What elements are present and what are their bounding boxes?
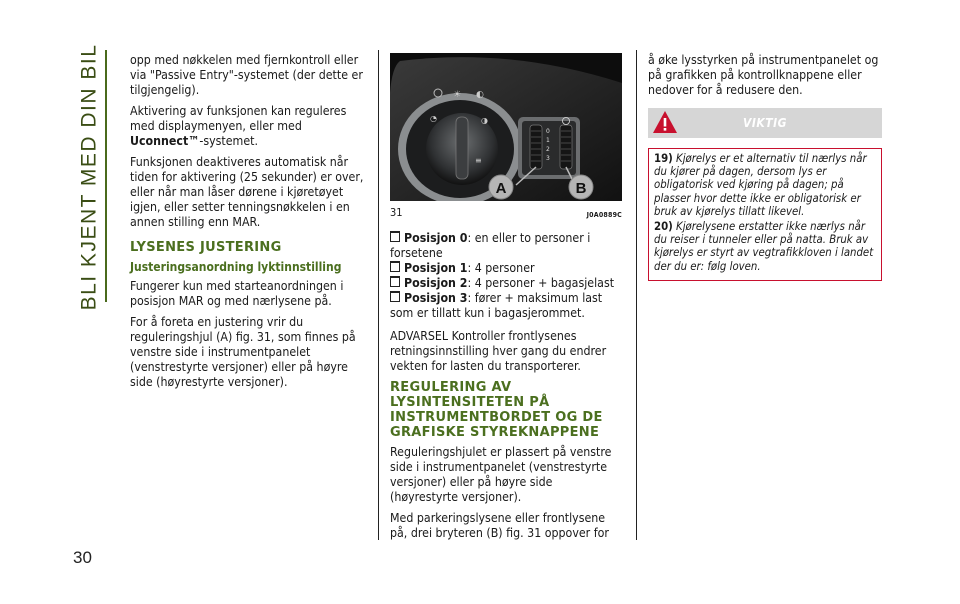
- book-icon: [390, 261, 400, 272]
- note-box: [648, 148, 882, 281]
- column-divider-2: [636, 50, 637, 540]
- chapter-title: [74, 43, 104, 311]
- list-item: [390, 231, 622, 261]
- paragraph: ADVARSEL Kontroller frontlysenes retningsinnstilling hver gang du endrer vekten for lasten du transporterer.: [390, 329, 607, 373]
- figure-code: J0A0889C: [586, 211, 622, 219]
- position-label: Posisjon 2: [404, 276, 468, 290]
- note-text: Kjørelysene erstatter ikke nærlys når du reiser i tunneler eller på natta. Bruk av kjørelys er styrt av vegtrafikkloven i landet der du er: følg loven.: [654, 220, 874, 273]
- note-number: 19): [654, 152, 673, 165]
- paragraph: Reguleringshjulet er plassert på venstre side i instrumentpanelet (venstrestyrte versjoner) eller på høyre side (høyrestyrte versjoner).: [390, 445, 612, 504]
- svg-text:◐: ◐: [476, 90, 484, 100]
- paragraph: å øke lysstyrken på instrumentpanelet og på grafikken på kontrollknappene eller nedover for å redusere den.: [648, 53, 879, 97]
- section-heading: REGULERING AV LYSINTENSITETEN PÅ INSTRUMENTBORDET OG DE GRAFISKE STYREKNAPPENE: [390, 380, 603, 440]
- note-number: 20): [654, 220, 673, 234]
- figure-number: 31: [390, 206, 403, 219]
- column-2: [390, 53, 622, 547]
- paragraph: opp med nøkkelen med fjernkontroll eller via "Passive Entry"-systemet (der dette er tilgjengelig).: [130, 53, 363, 97]
- paragraph: Fungerer kun med starteanordningen i posisjon MAR og med nærlysene på.: [130, 279, 344, 308]
- list-item: [390, 261, 622, 276]
- note-header: [648, 108, 882, 138]
- list-item: [390, 276, 622, 291]
- position-text: : fører + maksimum last som er tillatt kun i bagasjerommet.: [390, 291, 603, 320]
- figure-31-controls: [390, 53, 622, 201]
- position-label: Posisjon 3: [404, 291, 468, 305]
- paragraph: For å foreta en justering vrir du reguleringshjul (A) fig. 31, som finnes på venstre side i instrumentpanelet (venstrestyrte versjoner) eller på høyre side (høyrestyrte versjoner).: [130, 315, 356, 389]
- note-item: [654, 220, 876, 273]
- thumbwheel-a: [530, 125, 542, 169]
- chapter-title-text: BLI KJENT MED DIN BIL: [77, 43, 100, 311]
- position-label: Posisjon 1: [404, 261, 468, 275]
- svg-text:◑: ◑: [481, 116, 488, 125]
- book-icon: [390, 276, 400, 287]
- svg-text:≡: ≡: [475, 156, 482, 165]
- position-text: : 4 personer + bagasjelast: [467, 276, 615, 290]
- page-number: 30: [73, 548, 92, 567]
- svg-text:☀: ☀: [453, 90, 462, 100]
- note-title: VIKTIG: [743, 115, 787, 130]
- warning-icon: [652, 110, 678, 134]
- column-3: [648, 53, 882, 281]
- scale-label: 0: [546, 128, 550, 135]
- section-heading: LYSENES JUSTERING: [130, 240, 282, 255]
- svg-text:◔: ◔: [430, 114, 437, 123]
- brand-name: Uconnect™: [130, 134, 200, 148]
- scale-label: 1: [546, 137, 550, 144]
- note-text: Kjørelys er et alternativ til nærlys når du kjører på dagen, dersom lys er obligatorisk ved kjøring på dagen; på plasser hvor dette ikke er obligatorisk er bruk av kjørelys tillatt likevel.: [654, 152, 867, 218]
- position-text: : en eller to personer i forsetene: [390, 231, 591, 260]
- note-item: [654, 152, 876, 218]
- book-icon: [390, 291, 400, 302]
- label-b: B: [575, 180, 587, 197]
- book-icon: [390, 231, 400, 242]
- label-a: A: [495, 180, 507, 197]
- position-label: Posisjon 0: [404, 231, 468, 245]
- thumbwheel-b: [560, 125, 572, 169]
- position-list: [390, 231, 622, 321]
- position-text: : 4 personer: [467, 261, 535, 275]
- paragraph: [130, 104, 368, 149]
- column-divider-1: [378, 50, 379, 540]
- scale-label: 3: [546, 155, 550, 162]
- headlight-controls-image: [390, 53, 622, 201]
- list-item: [390, 291, 622, 321]
- figure-caption: [390, 205, 622, 223]
- paragraph: Med parkeringslysene eller frontlysene på, drei bryteren (B) fig. 31 oppover for: [390, 511, 609, 540]
- text-run: Aktivering av funksjonen kan reguleres med displaymenyen, eller med: [130, 104, 347, 133]
- paragraph: Funksjonen deaktiveres automatisk når tiden for aktivering (25 sekunder) er over, eller når man låser dørene i kjøretøyet igjen, eller setter tenningsnøkkelen i en annen stilling enn MAR.: [130, 155, 364, 229]
- chapter-divider: [105, 50, 107, 302]
- column-1: [130, 53, 368, 396]
- sub-heading: Justeringsanordning lyktinnstilling: [130, 260, 342, 274]
- text-run: -systemet.: [199, 134, 258, 148]
- scale-label: 2: [546, 146, 550, 153]
